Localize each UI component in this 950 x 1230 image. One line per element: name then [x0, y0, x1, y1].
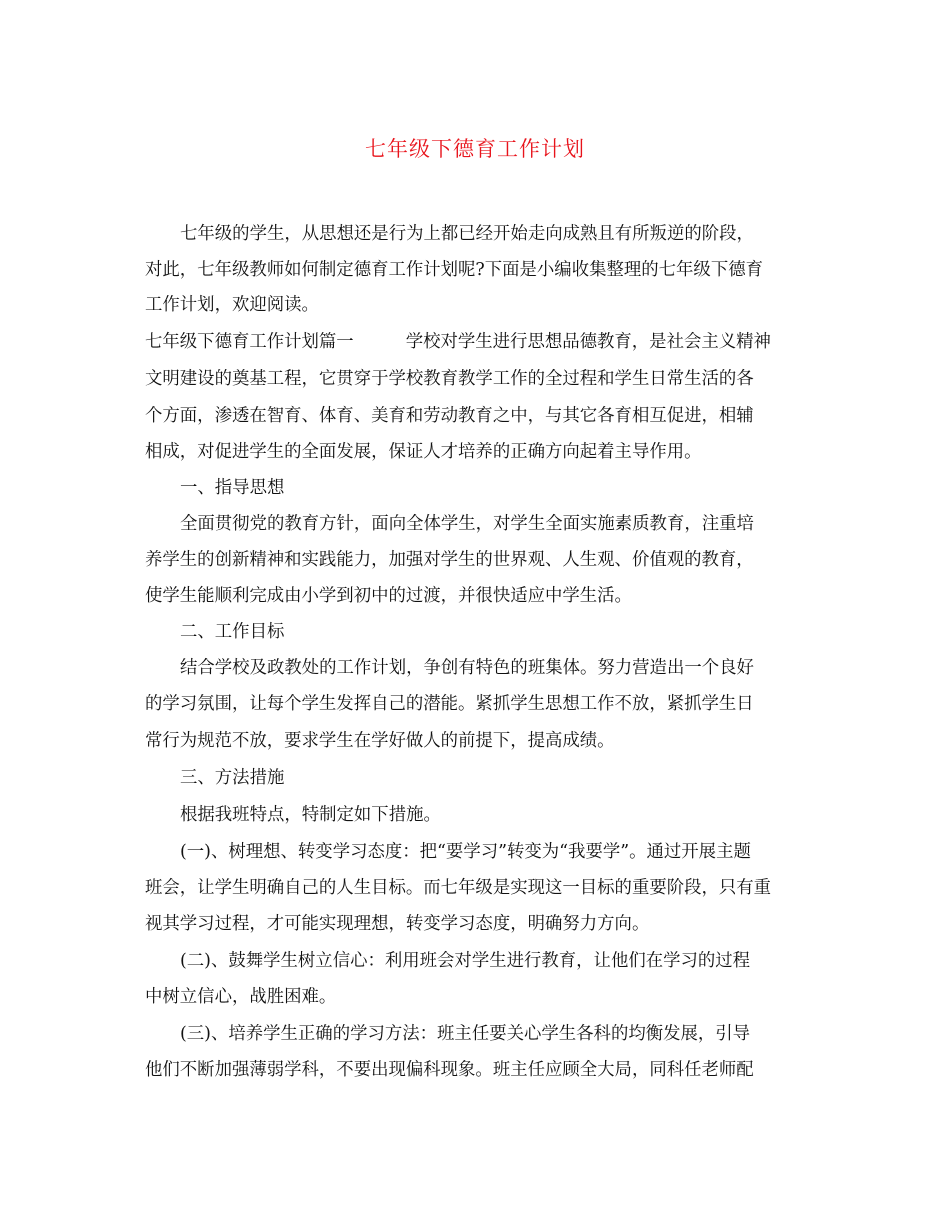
- paragraph-line: (三)、培养学生正确的学习方法：班主任要关心学生各科的均衡发展，引导: [180, 1024, 751, 1044]
- paragraph-line: 七年级的学生，从思想还是行为上都已经开始走向成熟且有所叛逆的阶段，: [180, 224, 754, 244]
- paragraph-line: (二)、鼓舞学生树立信心：利用班会对学生进行教育，让他们在学习的过程: [180, 951, 751, 971]
- paragraph-line: 的学习氛围，让每个学生发挥自己的潜能。紧抓学生思想工作不放，紧抓学生日: [145, 694, 754, 714]
- paragraph-line: 常行为规范不放，要求学生在学好做人的前提下，提高成绩。: [145, 731, 615, 751]
- subheading: 二、工作目标: [180, 622, 285, 642]
- paragraph-line: 他们不断加强薄弱学科，不要出现偏科现象。班主任应顾全大局，同科任老师配: [145, 1060, 754, 1080]
- paragraph-line: (一)、树理想、转变学习态度：把“要学习”转变为“我要学”。通过开展主题: [180, 842, 751, 862]
- paragraph-line: 工作计划，欢迎阅读。: [145, 295, 319, 315]
- subheading: 一、指导思想: [180, 478, 285, 498]
- paragraph-line: 中树立信心，战胜困难。: [145, 987, 337, 1007]
- paragraph-line: 个方面，渗透在智育、体育、美育和劳动教育之中，与其它各育相互促进，相辅: [145, 406, 754, 426]
- section-heading-line: [145, 330, 825, 354]
- paragraph-line: 养学生的创新精神和实践能力，加强对学生的世界观、人生观、价值观的教育，: [145, 550, 754, 570]
- paragraph-line: 结合学校及政教处的工作计划，争创有特色的班集体。努力营造出一个良好: [180, 658, 754, 678]
- paragraph-line: 对此，七年级教师如何制定德育工作计划呢?下面是小编收集整理的七年级下德育: [145, 260, 763, 280]
- paragraph-text: 学校对学生进行思想品德教育，是社会主义精神: [405, 332, 771, 352]
- paragraph-line: 全面贯彻党的教育方针，面向全体学生，对学生全面实施素质教育，注重培: [180, 514, 754, 534]
- section-heading: 七年级下德育工作计划篇一: [145, 332, 354, 352]
- paragraph-line: 班会，让学生明确自己的人生目标。而七年级是实现这一目标的重要阶段，只有重: [145, 878, 772, 898]
- document-title: 七年级下德育工作计划: [365, 137, 585, 161]
- paragraph-line: 视其学习过程，才可能实现理想，转变学习态度，明确努力方向。: [145, 914, 650, 934]
- subheading: 三、方法措施: [180, 768, 285, 788]
- paragraph-line: 根据我班特点，特制定如下措施。: [180, 805, 441, 825]
- paragraph-line: 使学生能顺利完成由小学到初中的过渡，并很快适应中学生活。: [145, 586, 632, 606]
- paragraph-line: 相成，对促进学生的全面发展，保证人才培养的正确方向起着主导作用。: [145, 442, 702, 462]
- paragraph-line: 文明建设的奠基工程，它贯穿于学校教育教学工作的全过程和学生日常生活的各: [145, 369, 754, 389]
